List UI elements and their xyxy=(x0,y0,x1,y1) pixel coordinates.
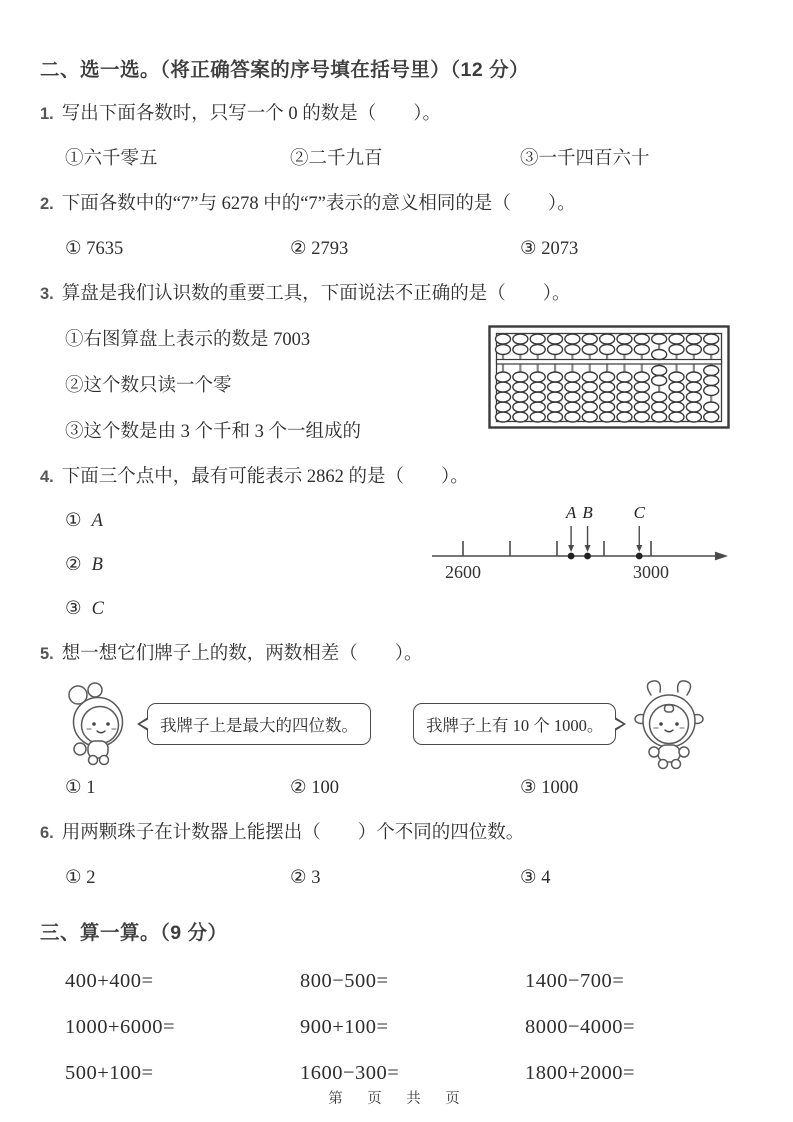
child-left-illustration xyxy=(54,680,134,768)
question-1-options xyxy=(40,146,753,172)
numberline-box xyxy=(430,498,732,595)
question-4 xyxy=(40,464,753,490)
question-1-number: 1. xyxy=(40,105,54,123)
q6-option-3: ③ 4 xyxy=(520,868,551,888)
calc-problem: 1400−700= xyxy=(525,970,625,992)
q5-option-2: ② 100 xyxy=(290,778,339,798)
q1-option-2: ②二千九百 xyxy=(290,149,383,169)
calc-problem: 1000+6000= xyxy=(65,1016,176,1038)
calc-problem: 500+100= xyxy=(65,1062,154,1084)
question-5-number: 5. xyxy=(40,645,54,663)
svg-text:C: C xyxy=(633,503,645,522)
question-1 xyxy=(40,101,753,127)
q1-option-1: ①六千零五 xyxy=(65,149,158,169)
svg-text:A: A xyxy=(565,503,577,522)
q1-option-3: ③一千四百六十 xyxy=(520,149,650,169)
q2-option-3: ③ 2073 xyxy=(520,239,579,259)
page-footer: 第 页 共 页 xyxy=(328,1091,465,1107)
calc-problem: 1800+2000= xyxy=(525,1062,636,1084)
question-5 xyxy=(40,641,753,667)
question-3-number: 3. xyxy=(40,285,54,303)
question-2-text: 下面各数中的“7”与 6278 中的“7”表示的意义相同的是（ ）。 xyxy=(61,194,576,214)
question-5-options xyxy=(40,775,753,801)
calculation-grid xyxy=(40,969,753,1086)
svg-text:2600: 2600 xyxy=(445,562,481,582)
abacus-box xyxy=(488,325,730,434)
q4-option-3 xyxy=(40,596,753,622)
svg-text:B: B xyxy=(582,503,593,522)
speech-bubble-left: 我牌子上是最大的四位数。 xyxy=(147,703,371,745)
svg-text:3000: 3000 xyxy=(633,562,669,582)
question-3-text: 算盘是我们认识数的重要工具，下面说法不正确的是（ ）。 xyxy=(61,284,571,304)
question-6-text: 用两颗珠子在计数器上能摆出（ ）个不同的四位数。 xyxy=(61,823,525,843)
question-5-figure xyxy=(40,677,753,771)
calc-problem: 400+400= xyxy=(65,970,154,992)
question-4-text: 下面三个点中，最有可能表示 2862 的是（ ）。 xyxy=(61,467,469,487)
q2-option-1: ① 7635 xyxy=(65,239,124,259)
question-3 xyxy=(40,281,753,307)
q3-option-1: ①右图算盘上表示的数是 7003 xyxy=(65,330,311,350)
question-2 xyxy=(40,191,753,217)
question-1-text: 写出下面各数时，只写一个 0 的数是（ ）。 xyxy=(61,104,442,124)
q6-option-2: ② 3 xyxy=(290,868,321,888)
q6-option-1: ① 2 xyxy=(65,868,96,888)
calc-problem: 8000−4000= xyxy=(525,1016,636,1038)
q3-option-2: ②这个数只读一个零 xyxy=(65,376,232,396)
q5-option-1: ① 1 xyxy=(65,778,96,798)
question-6 xyxy=(40,820,753,846)
q4-option-2-marker: ② xyxy=(65,555,82,575)
question-6-number: 6. xyxy=(40,824,54,842)
calc-problem: 1600−300= xyxy=(300,1062,400,1084)
q3-option-3: ③这个数是由 3 个千和 3 个一组成的 xyxy=(65,422,362,442)
question-4-number: 4. xyxy=(40,468,54,486)
question-5-text: 想一想它们牌子上的数，两数相差（ ）。 xyxy=(61,644,423,664)
q4-option-1-letter: A xyxy=(91,511,103,531)
q4-option-1-marker: ① xyxy=(65,511,82,531)
speech-bubble-right: 我牌子上有 10 个 1000。 xyxy=(413,703,616,745)
section-two-title: 二、选一选。（将正确答案的序号填在括号里）（12 分） xyxy=(40,59,530,81)
calc-problem: 900+100= xyxy=(300,1016,389,1038)
q4-option-2-letter: B xyxy=(91,555,103,575)
question-3-block xyxy=(40,281,753,445)
calc-problem: 800−500= xyxy=(300,970,389,992)
question-6-options xyxy=(40,865,753,891)
question-2-number: 2. xyxy=(40,195,54,213)
q2-option-2: ② 2793 xyxy=(290,239,349,259)
q4-option-3-marker: ③ xyxy=(65,599,82,619)
question-4-block xyxy=(40,464,753,622)
q5-option-3: ③ 1000 xyxy=(520,778,579,798)
section-three-title: 三、算一算。（9 分） xyxy=(40,922,228,944)
question-2-options xyxy=(40,236,753,262)
q4-option-3-letter: C xyxy=(91,599,104,619)
child-right-illustration xyxy=(629,677,709,771)
abacus-illustration xyxy=(488,325,730,429)
numberline-illustration xyxy=(430,498,732,590)
